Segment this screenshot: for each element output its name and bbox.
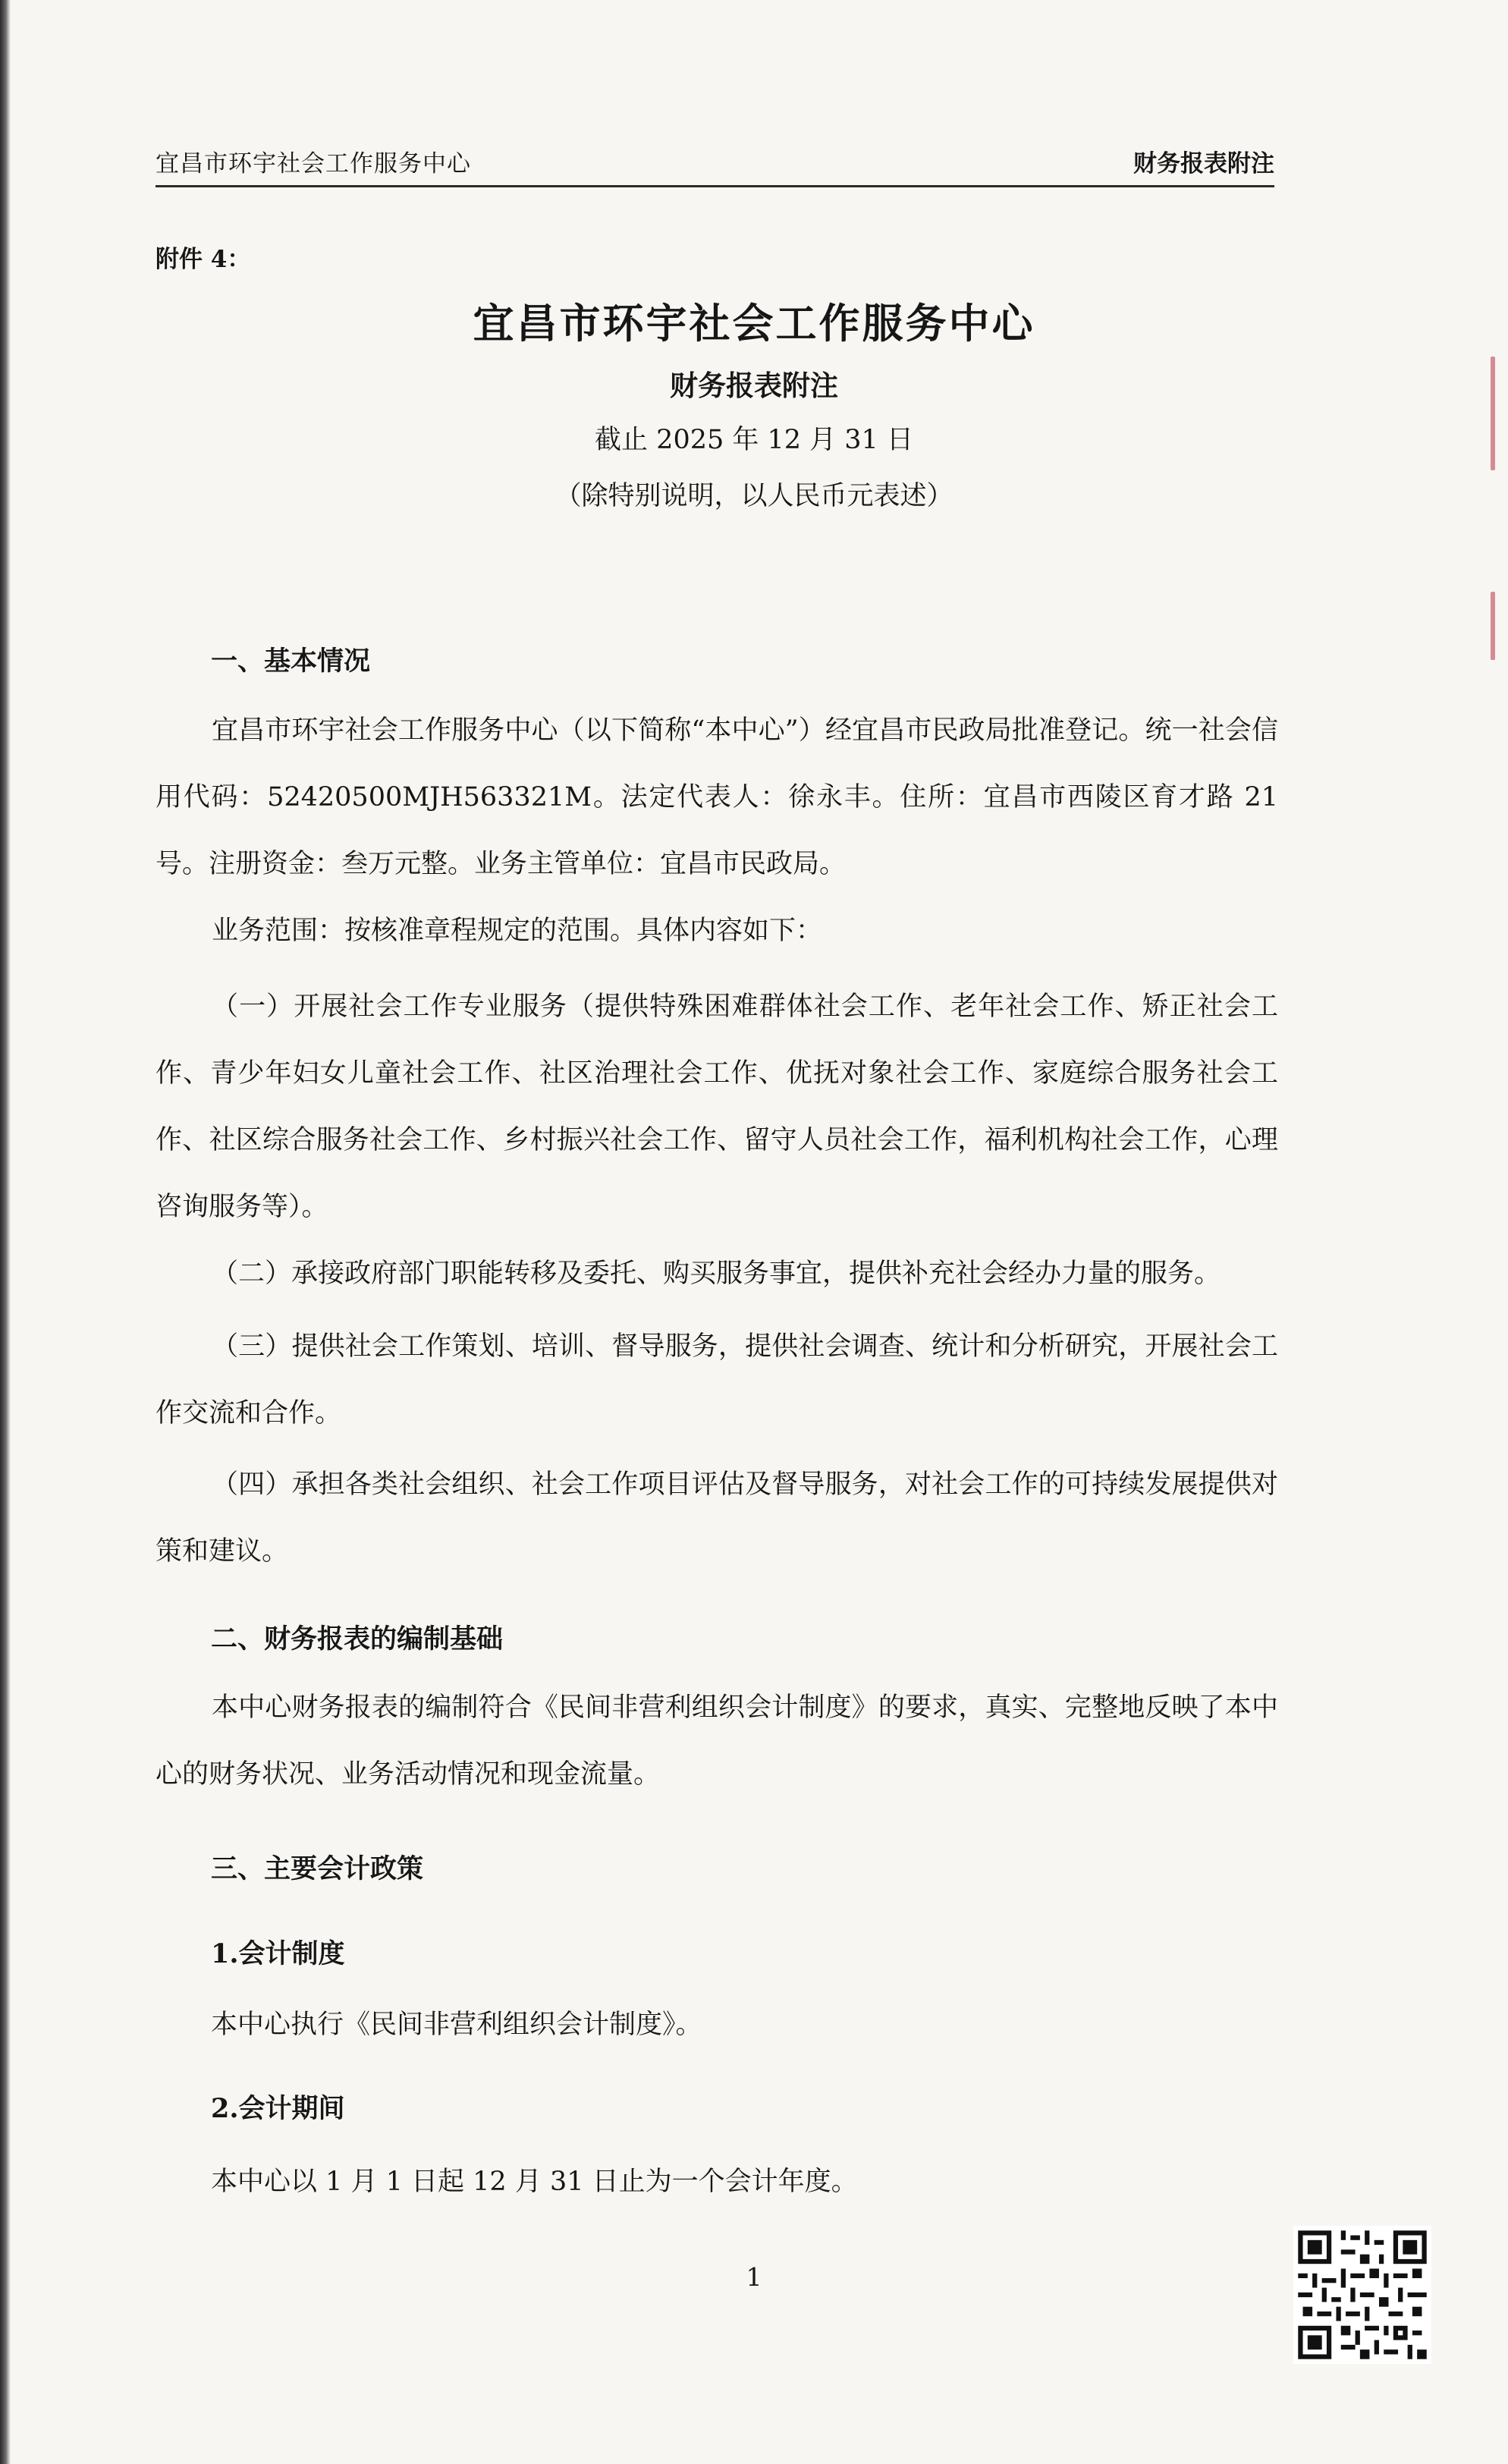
page-number: 1 (746, 2262, 762, 2292)
accounting-system-text: 本中心执行《民间非营利组织会计制度》。 (211, 2010, 702, 2040)
subheading-accounting-period: 2.会计期间 (211, 2093, 345, 2124)
basic-info-paragraph: 宜昌市环宇社会工作服务中心（以下简称“本中心”）经宜昌市民政局批准登记。统一社会信用代码：52420500MJH563321M。法定代表人：徐永丰。住所：宜昌市西陵区育才路 21 号。注册资金：叁万元整。业务主管单位：宜昌市民政局。 (156, 715, 1278, 879)
section-heading-basic-info: 一、基本情况 (211, 646, 371, 677)
document-subtitle: 财务报表附注 (670, 369, 838, 402)
section-heading-preparation-basis: 二、财务报表的编制基础 (211, 1623, 504, 1655)
header-doc-tag: 财务报表附注 (1133, 150, 1274, 178)
section-heading-accounting-policies: 三、主要会计政策 (211, 1853, 424, 1884)
business-scope-item-4: （四）承担各类社会组织、社会工作项目评估及督导服务，对社会工作的可持续发展提供对策和建议。 (156, 1469, 1278, 1567)
header-org-name: 宜昌市环宇社会工作服务中心 (156, 150, 471, 178)
business-scope-item-1: （一）开展社会工作专业服务（提供特殊困难群体社会工作、老年社会工作、矫正社会工作、青少年妇女儿童社会工作、社区治理社会工作、优抚对象社会工作、家庭综合服务社会工作、社区综合服务社会工作、乡村振兴社会工作、留守人员社会工作，福利机构社会工作，心理咨询服务等）。 (156, 992, 1278, 1222)
business-scope-item-2: （二）承接政府部门职能转移及委托、购买服务事宜，提供补充社会经办力量的服务。 (212, 1259, 1221, 1289)
qr-code (1293, 2226, 1431, 2364)
business-scope-item-3: （三）提供社会工作策划、培训、督导服务，提供社会调查、统计和分析研究，开展社会工作交流和合作。 (156, 1331, 1278, 1428)
attachment-label: 附件 4： (156, 246, 251, 273)
document-title: 宜昌市环宇社会工作服务中心 (473, 299, 1035, 347)
report-date: 截止 2025 年 12 月 31 日 (595, 425, 913, 455)
business-scope-intro: 业务范围：按核准章程规定的范围。具体内容如下： (212, 916, 823, 946)
accounting-period-text: 本中心以 1 月 1 日起 12 月 31 日止为一个会计年度。 (211, 2167, 858, 2197)
preparation-basis-paragraph: 本中心财务报表的编制符合《民间非营利组织会计制度》的要求，真实、完整地反映了本中心的财务状况、业务活动情况和现金流量。 (156, 1692, 1278, 1790)
subheading-accounting-system: 1.会计制度 (211, 1938, 345, 1969)
currency-note: （除特别说明，以人民币元表述） (555, 481, 953, 511)
